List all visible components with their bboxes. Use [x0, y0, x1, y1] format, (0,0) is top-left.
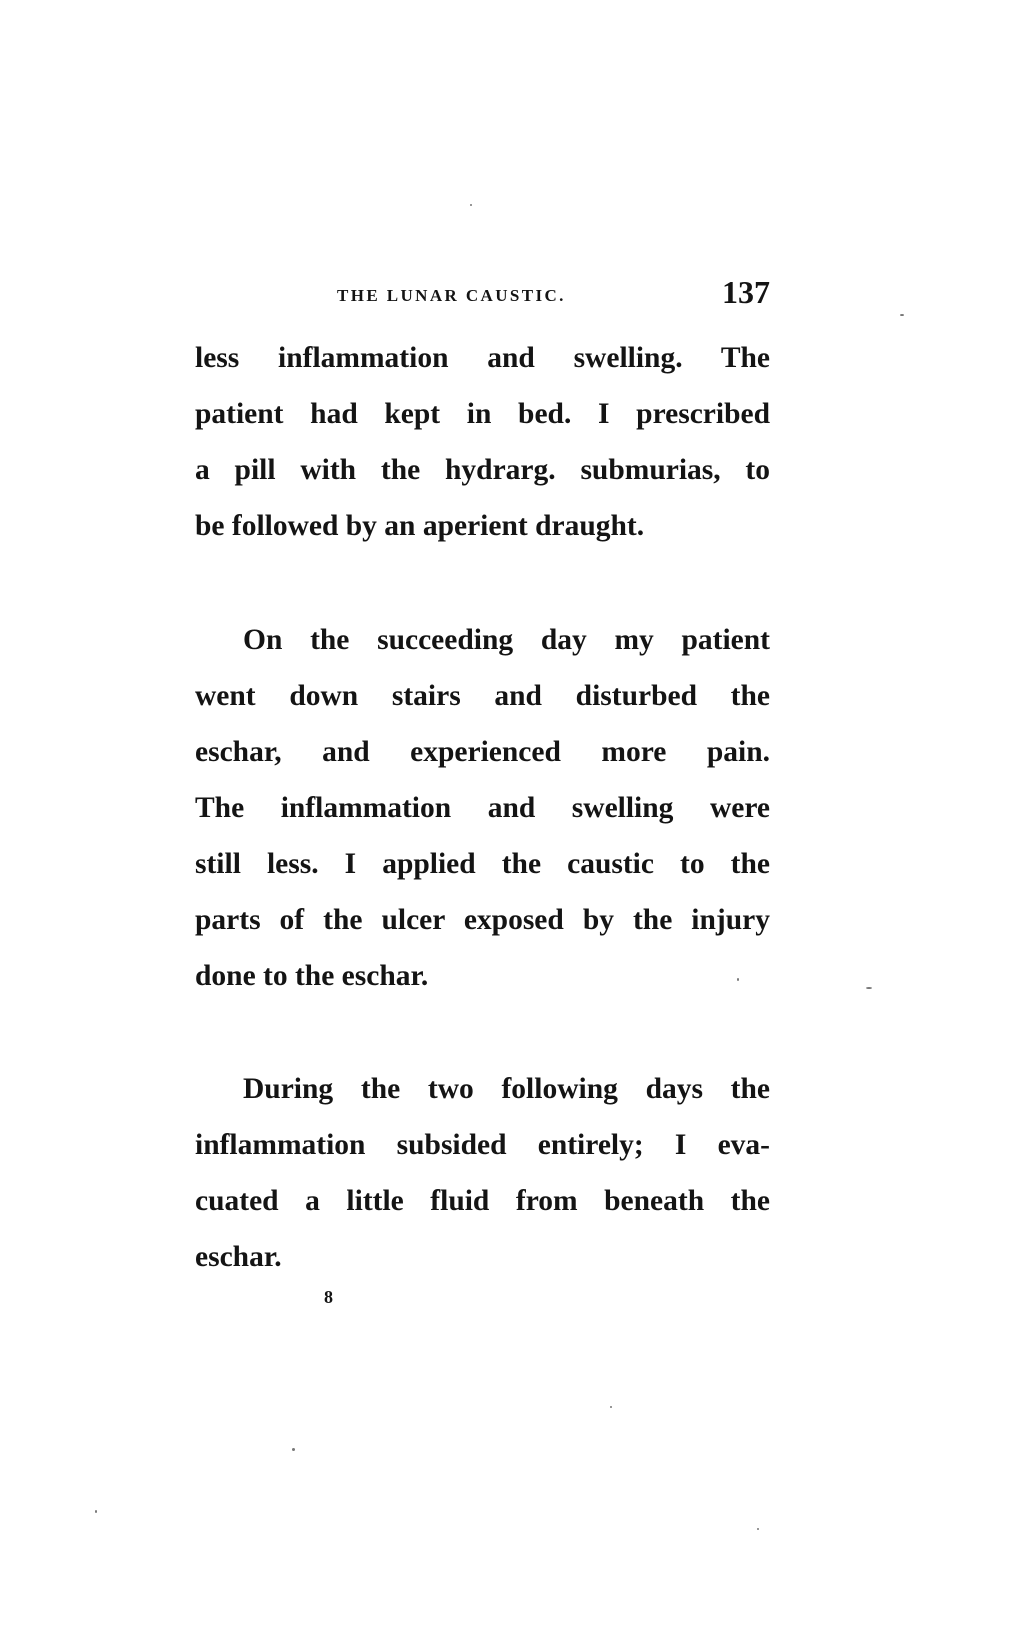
text-line: The inflammation and swelling were: [195, 792, 770, 824]
text-line: On the succeeding day my patient: [243, 624, 770, 656]
text-line: eschar.: [195, 1241, 282, 1273]
text-line: still less. I applied the caustic to the: [195, 848, 770, 880]
text-line: less inflammation and swelling. The: [195, 342, 770, 374]
paragraph-2: [195, 612, 770, 1004]
text-line: eschar, and experienced more pain.: [195, 736, 770, 768]
text-line: went down stairs and disturbed the: [195, 680, 770, 712]
running-head: [195, 274, 770, 314]
scan-speck: [900, 314, 904, 316]
text-line: During the two following days the: [243, 1073, 770, 1105]
scan-speck: [866, 987, 872, 989]
text-line: be followed by an aperient draught.: [195, 510, 645, 542]
running-title: THE LUNAR CAUSTIC.: [337, 286, 566, 305]
text-line: done to the eschar.: [195, 960, 429, 992]
scan-speck: [737, 978, 739, 981]
paragraph-1: [195, 330, 770, 554]
signature-mark: 8: [324, 1287, 333, 1307]
text-line: parts of the ulcer exposed by the injury: [195, 904, 770, 936]
text-line: cuated a little fluid from beneath the: [195, 1185, 770, 1217]
scan-speck: [95, 1510, 97, 1513]
text-line: inflammation subsided entirely; I eva-: [195, 1129, 770, 1161]
text-line: a pill with the hydrarg. submurias, to: [195, 454, 770, 486]
text-line: patient had kept in bed. I prescribed: [195, 398, 770, 430]
scan-speck: [757, 1528, 759, 1530]
paragraph-3: [195, 1061, 770, 1285]
scan-speck: [470, 204, 472, 206]
scan-speck: [610, 1406, 612, 1408]
scan-speck: [292, 1448, 295, 1451]
page-number: 137: [722, 274, 770, 310]
